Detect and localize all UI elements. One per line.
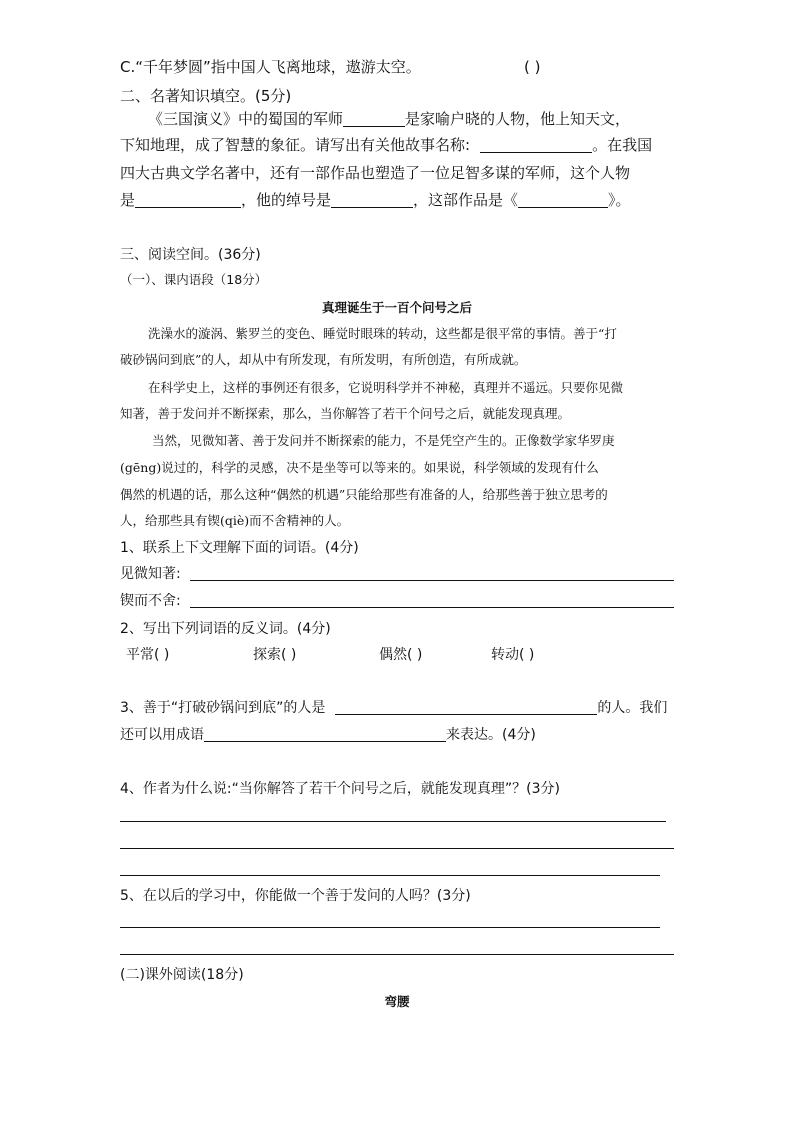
text: 是	[120, 191, 136, 209]
blank-kind-of-person[interactable]	[335, 698, 597, 715]
text: 》。	[608, 191, 631, 209]
option-c: C.“千年梦圆”指中国人飞离地球，遨游太空。	[120, 58, 421, 76]
text: 来表达。(4分)	[446, 727, 536, 743]
section-2-line-4	[120, 189, 631, 211]
answer-line[interactable]	[190, 607, 674, 608]
section-2-line-3: 四大古典文学名著中，还有一部作品也塑造了一位足智多谋的军师，这个人物	[120, 164, 631, 182]
antonym-1: 平常( )	[126, 647, 170, 663]
text: 下知地理，成了智慧的象征。请写出有关他故事名称:	[120, 136, 471, 154]
blank-character[interactable]	[135, 191, 241, 208]
answer-line[interactable]	[120, 848, 674, 849]
passage-line: (gēng)说过的，科学的灵感，决不是坐等可以等来的。如果说，科学领域的发现有什么	[120, 460, 599, 475]
passage-title: 真理诞生于一百个问号之后	[321, 300, 472, 315]
text: 是家喻户晓的人物，他上知天文，	[405, 110, 631, 128]
blank-story-name[interactable]	[480, 136, 592, 153]
section-3-heading: 三、阅读空间。(36分)	[120, 247, 261, 263]
antonym-3: 偶然( )	[379, 647, 423, 663]
text: ，这部作品是《	[413, 191, 519, 209]
word-1-label: 见微知著:	[120, 566, 181, 582]
section-2-heading: 二、名著知识填空。(5分)	[120, 87, 292, 105]
answer-line[interactable]	[120, 927, 660, 928]
subsection-1-heading: （一）、课内语段（18分）	[120, 272, 268, 287]
blank-strategist[interactable]	[343, 110, 405, 127]
question-3-line-1	[120, 698, 667, 718]
text: 《三国演义》中的蜀国的军师	[148, 110, 344, 128]
passage-line: 人，给那些具有锲(qiè)而不舍精神的人。	[120, 513, 350, 528]
question-5: 5、在以后的学习中，你能做一个善于发问的人吗？(3分)	[120, 888, 471, 904]
text: 。在我国	[592, 136, 653, 154]
subsection-2-heading: (二)课外阅读(18分)	[120, 967, 244, 983]
section-2-line-2	[120, 134, 652, 156]
answer-line[interactable]	[120, 821, 666, 822]
text: 还可以用成语	[120, 727, 204, 743]
section-2-line-1	[148, 108, 630, 130]
antonym-4: 转动( )	[491, 647, 535, 663]
passage-line: 洗澡水的漩涡、紫罗兰的变色、睡觉时眼珠的转动，这些都是很平常的事情。善于“打	[148, 326, 617, 341]
antonym-2: 探索( )	[253, 647, 297, 663]
blank-book[interactable]	[518, 191, 608, 208]
answer-line[interactable]	[120, 875, 660, 876]
question-4: 4、作者为什么说:“当你解答了若干个问号之后，就能发现真理”？(3分)	[120, 781, 560, 797]
blank-idiom[interactable]	[204, 725, 446, 742]
passage-line: 当然，见微知著、善于发问并不断探索的能力，不是凭空产生的。正像数学家华罗庚	[152, 433, 615, 448]
answer-line[interactable]	[120, 954, 674, 955]
answer-line[interactable]	[190, 580, 674, 581]
text: ，他的绰号是	[241, 191, 332, 209]
reading-2-title: 弯腰	[384, 994, 410, 1009]
blank-nickname[interactable]	[331, 191, 413, 208]
passage-line: 在科学史上，这样的事例还有很多，它说明科学并不神秘，真理并不遥远。只要你见微	[148, 380, 624, 395]
answer-paren: ( )	[524, 58, 541, 76]
question-1: 1、联系上下文理解下面的词语。(4分)	[120, 540, 359, 556]
passage-line: 偶然的机遇的话，那么这种“偶然的机遇”只能给那些有准备的人，给那些善于独立思考的	[120, 487, 608, 502]
passage-line: 破砂锅问到底”的人，却从中有所发现，有所发明，有所创造，有所成就。	[120, 352, 527, 367]
question-2: 2、写出下列词语的反义词。(4分)	[120, 621, 331, 637]
word-2-label: 锲而不舍:	[120, 593, 181, 609]
text: 3、善于“打破砂锅问到底”的人是	[120, 700, 326, 716]
question-3-line-2	[120, 725, 536, 745]
passage-line: 知著，善于发问并不断探索，那么，当你解答了若干个问号之后，就能发现真理。	[120, 406, 571, 421]
text: 的人。我们	[597, 700, 668, 716]
